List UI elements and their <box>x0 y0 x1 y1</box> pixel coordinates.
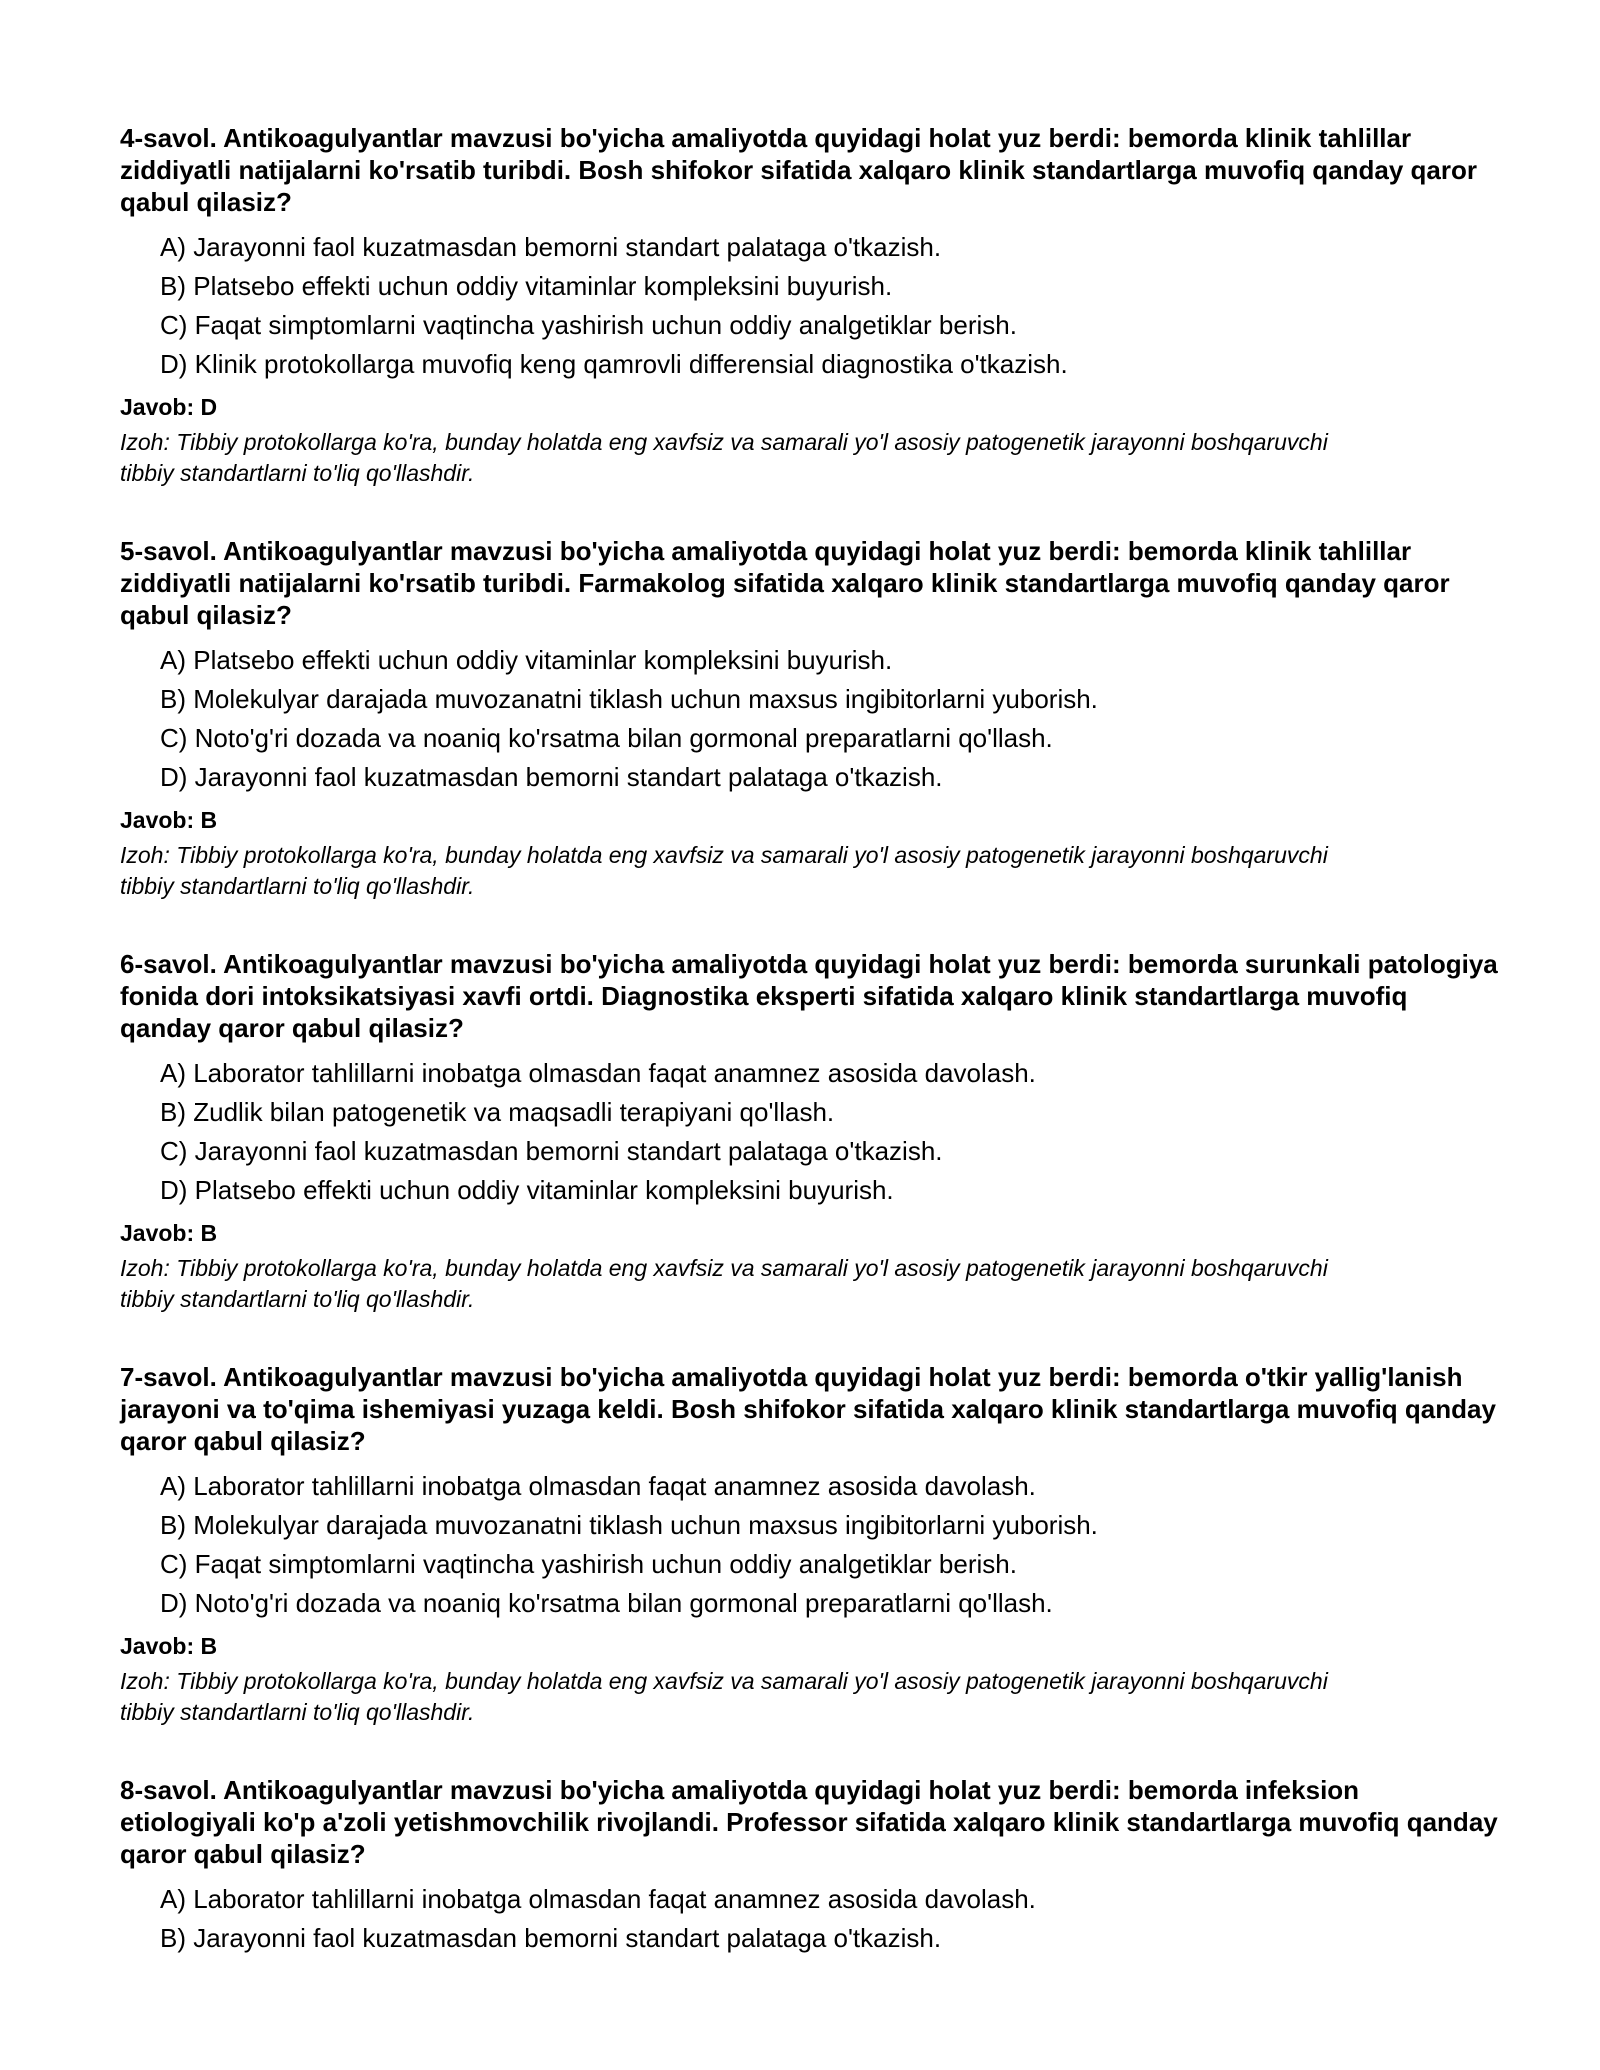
option-b: B) Zudlik bilan patogenetik va maqsadli terapiyani qo'llash. <box>160 1097 835 1127</box>
option-list <box>120 1054 1500 1210</box>
option-a: A) Laborator tahlillarni inobatga olmasdan faqat anamnez asosida davolash. <box>160 1058 1036 1088</box>
question-6 <box>120 948 1500 1315</box>
option-b: B) Molekulyar darajada muvozanatni tiklash uchun maxsus ingibitorlarni yuborish. <box>160 684 1098 714</box>
option-c: C) Faqat simptomlarni vaqtincha yashirish uchun oddiy analgetiklar berish. <box>160 310 1017 340</box>
option-d: D) Klinik protokollarga muvofiq keng qamrovli differensial diagnostika o'tkazish. <box>160 349 1068 379</box>
option-b: B) Molekulyar darajada muvozanatni tiklash uchun maxsus ingibitorlarni yuborish. <box>160 1510 1098 1540</box>
option-a: A) Laborator tahlillarni inobatga olmasdan faqat anamnez asosida davolash. <box>160 1471 1036 1501</box>
question-text: 5-savol. Antikoagulyantlar mavzusi bo'yicha amaliyotda quyidagi holat yuz berdi: bemorda klinik tahlillar ziddiyatli natijalarni ko'rsatib turibdi. Farmakolog sifatida xalqaro klinik standartlarga muvofiq qanday qaror qabul qilasiz? <box>120 536 1450 630</box>
question-text: 7-savol. Antikoagulyantlar mavzusi bo'yicha amaliyotda quyidagi holat yuz berdi: bemorda o'tkir yallig'lanish jarayoni va to'qima ishemiyasi yuzaga keldi. Bosh shifokor sifatida xalqaro klinik standartlarga muvofiq qanday qaror qabul qilasiz? <box>120 1362 1496 1456</box>
answer-label: Javob: B <box>120 1633 218 1659</box>
option-b: B) Jarayonni faol kuzatmasdan bemorni standart palataga o'tkazish. <box>160 1923 942 1953</box>
question-8 <box>120 1774 1500 1958</box>
option-a: A) Laborator tahlillarni inobatga olmasdan faqat anamnez asosida davolash. <box>160 1884 1036 1914</box>
question-5 <box>120 535 1500 902</box>
question-text: 6-savol. Antikoagulyantlar mavzusi bo'yicha amaliyotda quyidagi holat yuz berdi: bemorda surunkali patologiya fonida dori intoksikatsiyasi xavfi ortdi. Diagnostika eksperti sifatida xalqaro klinik standartlarga muvofiq qanday qaror qabul qilasiz? <box>120 949 1498 1043</box>
option-d: D) Platsebo effekti uchun oddiy vitaminlar kompleksini buyurish. <box>160 1175 894 1205</box>
explanation-text: Izoh: Tibbiy protokollarga ko'ra, bunday holatda eng xavfsiz va samarali yo'l asosiy patogenetik jarayonni boshqaruvchi tibbiy standartlarni to'liq qo'llashdir. <box>120 842 1328 899</box>
document-page <box>120 122 1500 2004</box>
explanation-text: Izoh: Tibbiy protokollarga ko'ra, bunday holatda eng xavfsiz va samarali yo'l asosiy patogenetik jarayonni boshqaruvchi tibbiy standartlarni to'liq qo'llashdir. <box>120 1255 1328 1312</box>
explanation-text: Izoh: Tibbiy protokollarga ko'ra, bunday holatda eng xavfsiz va samarali yo'l asosiy patogenetik jarayonni boshqaruvchi tibbiy standartlarni to'liq qo'llashdir. <box>120 429 1328 486</box>
option-d: D) Jarayonni faol kuzatmasdan bemorni standart palataga o'tkazish. <box>160 762 943 792</box>
option-c: C) Faqat simptomlarni vaqtincha yashirish uchun oddiy analgetiklar berish. <box>160 1549 1017 1579</box>
explanation-text: Izoh: Tibbiy protokollarga ko'ra, bunday holatda eng xavfsiz va samarali yo'l asosiy patogenetik jarayonni boshqaruvchi tibbiy standartlarni to'liq qo'llashdir. <box>120 1668 1328 1725</box>
option-c: C) Jarayonni faol kuzatmasdan bemorni standart palataga o'tkazish. <box>160 1136 943 1166</box>
option-list <box>120 1467 1500 1623</box>
option-d: D) Noto'g'ri dozada va noaniq ko'rsatma bilan gormonal preparatlarni qo'llash. <box>160 1588 1053 1618</box>
option-b: B) Platsebo effekti uchun oddiy vitaminlar kompleksini buyurish. <box>160 271 893 301</box>
option-list <box>120 1880 1500 1958</box>
option-list <box>120 641 1500 797</box>
answer-label: Javob: D <box>120 394 218 420</box>
option-a: A) Jarayonni faol kuzatmasdan bemorni standart palataga o'tkazish. <box>160 232 942 262</box>
question-text: 4-savol. Antikoagulyantlar mavzusi bo'yicha amaliyotda quyidagi holat yuz berdi: bemorda klinik tahlillar ziddiyatli natijalarni ko'rsatib turibdi. Bosh shifokor sifatida xalqaro klinik standartlarga muvofiq qanday qaror qabul qilasiz? <box>120 123 1478 217</box>
answer-label: Javob: B <box>120 807 218 833</box>
question-text: 8-savol. Antikoagulyantlar mavzusi bo'yicha amaliyotda quyidagi holat yuz berdi: bemorda infeksion etiologiyali ko'p a'zoli yetishmovchilik rivojlandi. Professor sifatida xalqaro klinik standartlarga muvofiq qanday qaror qabul qilasiz? <box>120 1775 1498 1869</box>
option-a: A) Platsebo effekti uchun oddiy vitaminlar kompleksini buyurish. <box>160 645 893 675</box>
answer-label: Javob: B <box>120 1220 218 1246</box>
question-4 <box>120 122 1500 489</box>
option-c: C) Noto'g'ri dozada va noaniq ko'rsatma bilan gormonal preparatlarni qo'llash. <box>160 723 1053 753</box>
question-7 <box>120 1361 1500 1728</box>
option-list <box>120 228 1500 384</box>
